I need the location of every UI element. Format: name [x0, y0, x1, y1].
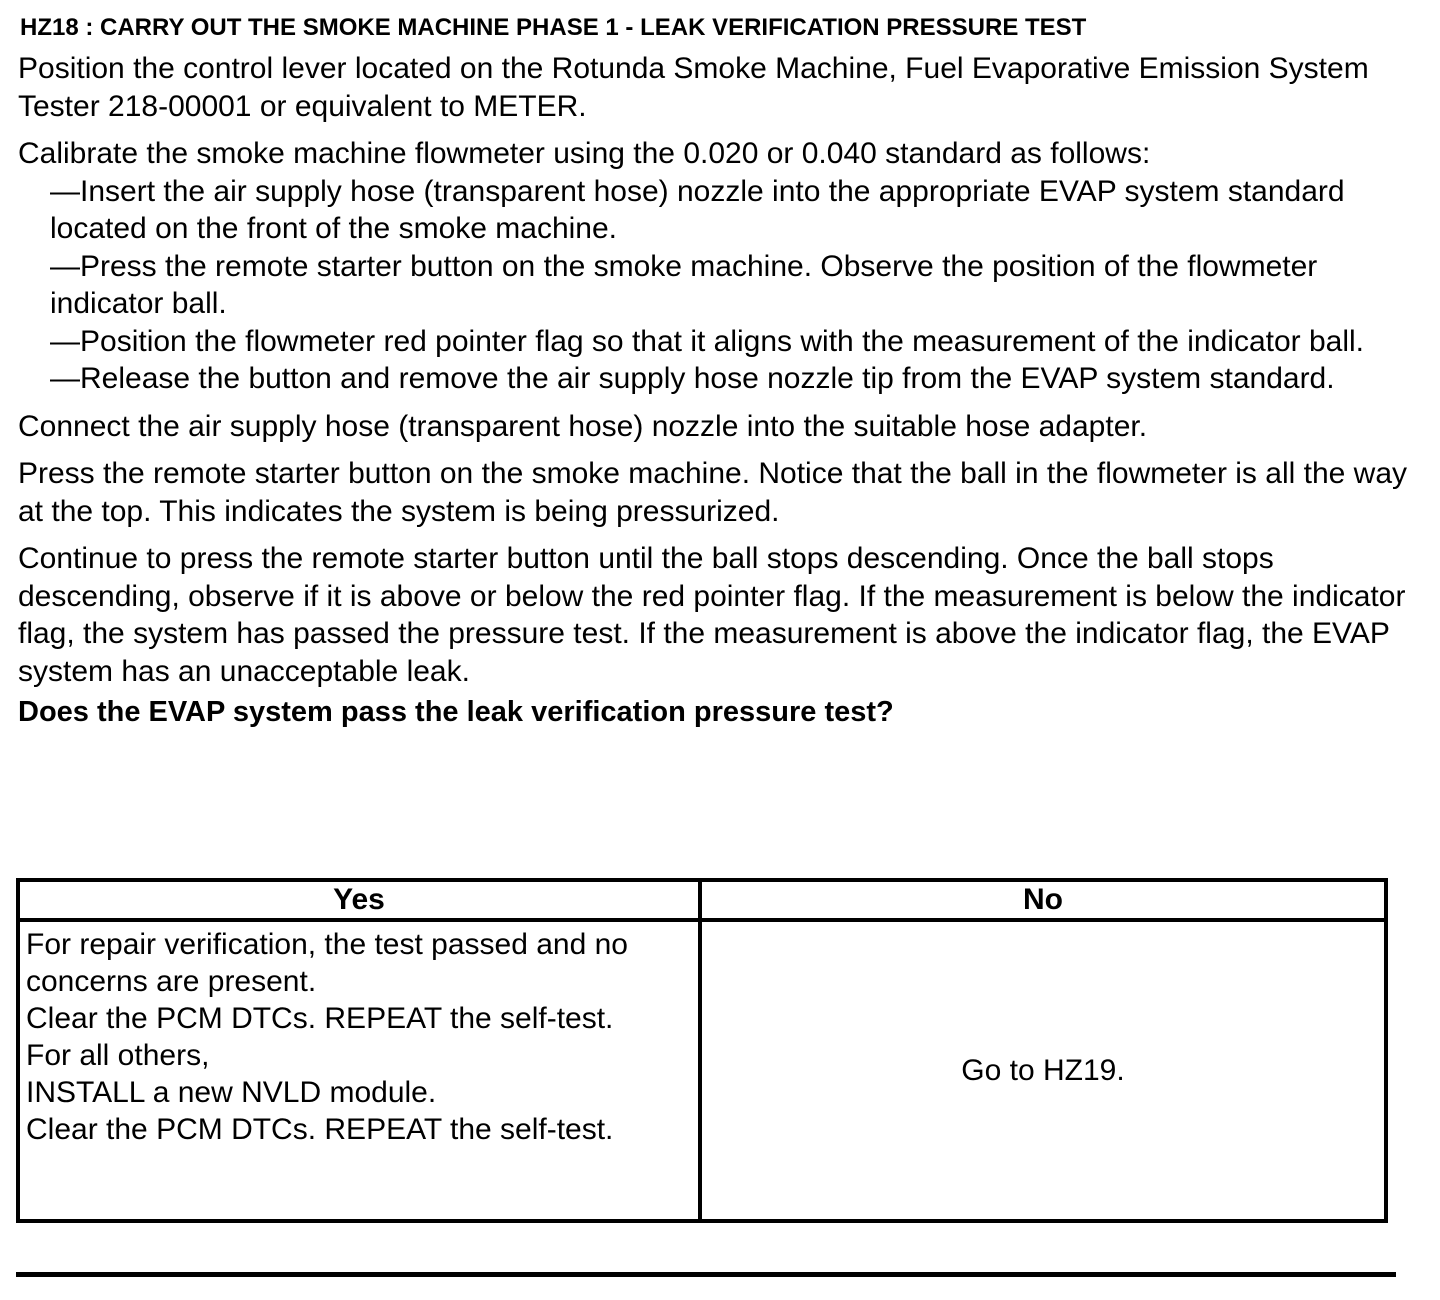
yes-outcome-line: INSTALL a new NVLD module. — [26, 1076, 437, 1109]
calibration-step: —Press the remote starter button on the smoke machine. Observe the position of the flowmeter indicator ball. — [50, 249, 1318, 320]
yes-outcome-line: Clear the PCM DTCs. REPEAT the self-test. — [26, 1002, 614, 1035]
instruction-paragraph: Continue to press the remote starter button until the ball stops descending. Once the ball stops descending, observe if it is above or below the red pointer flag. If the measurement is below the indicator flag, the system has passed the pressure test. If the measurement is above the indicator flag, the EVAP system has an unacceptable leak. — [18, 542, 1406, 688]
calibration-steps — [18, 173, 1418, 398]
yes-column-header: Yes — [18, 880, 700, 920]
decision-question: Does the EVAP system pass the leak verification pressure test? — [18, 696, 894, 728]
instruction-paragraph: Connect the air supply hose (transparent hose) nozzle into the suitable hose adapter. — [18, 409, 1148, 443]
yes-outcome-line: For all others, — [26, 1039, 210, 1072]
yes-outcome-line: concerns are present. — [26, 965, 317, 998]
no-column-header: No — [700, 880, 1386, 920]
calibration-step: —Insert the air supply hose (transparent hose) nozzle into the appropriate EVAP system standard located on the front of the smoke machine. — [50, 174, 1345, 245]
go-to-step-link[interactable]: Go to HZ19. — [961, 1054, 1125, 1087]
result-table-header-row — [18, 880, 1386, 920]
no-outcome-cell — [700, 920, 1386, 1221]
page-divider — [16, 1272, 1396, 1277]
instruction-paragraph: Press the remote starter button on the smoke machine. Notice that the ball in the flowmeter is all the way at the top. This indicates the system is being pressurized. — [18, 457, 1408, 528]
calibration-step: —Release the button and remove the air supply hose nozzle tip from the EVAP system standard. — [50, 362, 1335, 395]
yes-outcome-cell — [18, 920, 700, 1221]
procedure-page — [18, 10, 1418, 732]
yes-outcome-line: Clear the PCM DTCs. REPEAT the self-test. — [26, 1113, 614, 1146]
calibration-intro: Calibrate the smoke machine flowmeter using the 0.020 or 0.040 standard as follows: — [18, 137, 1151, 170]
result-table-row — [18, 920, 1386, 1221]
calibration-step: —Position the flowmeter red pointer flag so that it aligns with the measurement of the indicator ball. — [50, 324, 1365, 358]
result-table — [16, 878, 1388, 1223]
yes-outcome-line: For repair verification, the test passed and no — [26, 928, 628, 961]
step-heading: HZ18 : CARRY OUT THE SMOKE MACHINE PHASE 1 - LEAK VERIFICATION PRESSURE TEST — [20, 14, 1087, 41]
instruction-paragraph: Position the control lever located on the Rotunda Smoke Machine, Fuel Evaporative Emission System Tester 218-00001 or equivalent to METER. — [18, 52, 1369, 123]
